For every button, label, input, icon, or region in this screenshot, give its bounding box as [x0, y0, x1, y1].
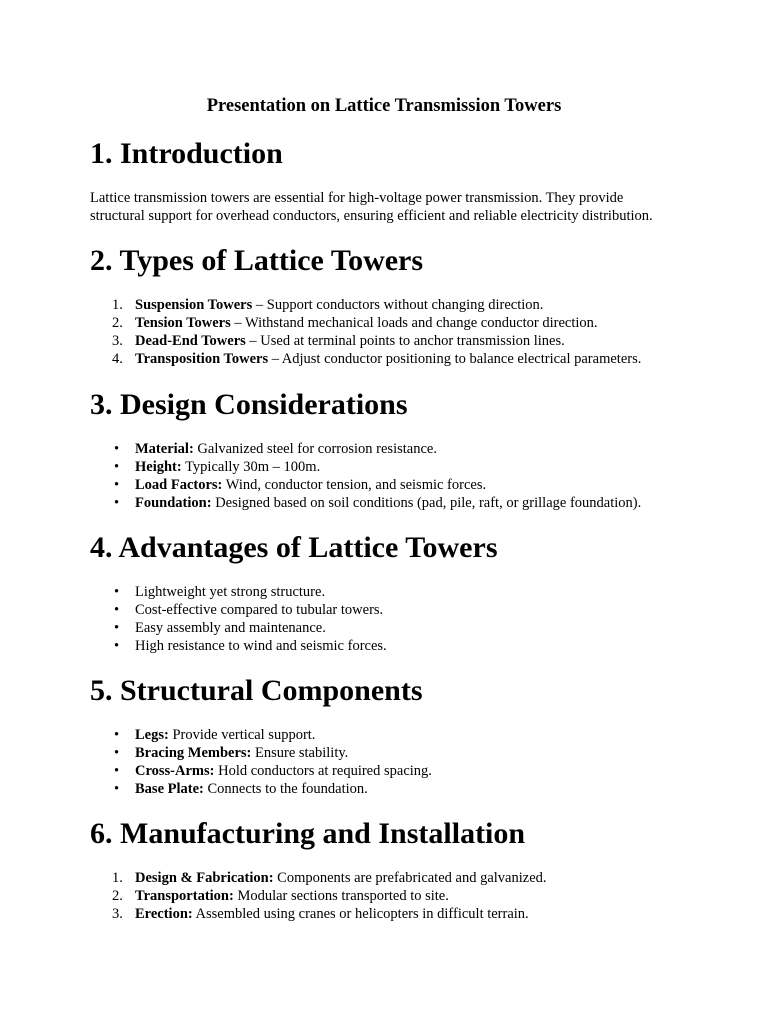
section-heading-advantages: 4. Advantages of Lattice Towers	[90, 531, 498, 564]
bullet-marker: •	[114, 781, 120, 797]
list-marker: 1.	[112, 297, 123, 313]
list-item	[90, 905, 730, 923]
document-title: Presentation on Lattice Transmission Towers	[206, 96, 562, 116]
list-marker: 4.	[112, 351, 123, 367]
list-item-text: Components are prefabricated and galvanized.	[273, 870, 547, 886]
list-item-text: Typically 30m – 100m.	[181, 459, 321, 475]
introduction-paragraph-line: Lattice transmission towers are essential for high-voltage power transmission. They provide	[90, 190, 624, 206]
bullet-marker: •	[114, 441, 120, 457]
list-item	[90, 440, 730, 458]
list-item-text: Hold conductors at required spacing.	[214, 763, 432, 779]
list-item	[90, 869, 730, 887]
list-item-term: Cross-Arms:	[135, 763, 215, 779]
list-item-text: Galvanized steel for corrosion resistance.	[193, 441, 437, 457]
list-item-term: Base Plate:	[135, 781, 204, 797]
list-marker: 3.	[112, 906, 123, 922]
list-item	[90, 476, 730, 494]
bullet-marker: •	[114, 584, 120, 600]
list-item	[90, 314, 730, 332]
list-item	[90, 637, 730, 655]
types-list	[90, 296, 730, 368]
list-item	[90, 744, 730, 762]
list-item-term: Transposition Towers	[135, 351, 269, 367]
section-heading-manufacturing: 6. Manufacturing and Installation	[90, 817, 526, 850]
list-item-term: Erection:	[135, 906, 193, 922]
list-item	[90, 458, 730, 476]
list-item-term: Bracing Members:	[135, 745, 252, 761]
bullet-marker: •	[114, 495, 120, 511]
list-item	[90, 332, 730, 350]
section-heading-design: 3. Design Considerations	[90, 388, 408, 421]
section-heading-types: 2. Types of Lattice Towers	[90, 244, 424, 277]
list-item-text: Modular sections transported to site.	[233, 888, 449, 904]
list-item	[90, 494, 730, 512]
list-item-term: Transportation:	[135, 888, 234, 904]
bullet-marker: •	[114, 745, 120, 761]
bullet-marker: •	[114, 459, 120, 475]
list-item-text: – Used at terminal points to anchor transmission lines.	[245, 333, 565, 349]
list-item-term: Dead-End Towers	[135, 333, 246, 349]
list-item-text: – Withstand mechanical loads and change conductor direction.	[230, 315, 598, 331]
bullet-marker: •	[114, 727, 120, 743]
list-item-text: – Adjust conductor positioning to balance electrical parameters.	[268, 351, 642, 367]
list-item-term: Tension Towers	[135, 315, 231, 331]
list-marker: 2.	[112, 888, 123, 904]
list-item	[90, 780, 730, 798]
list-item	[90, 726, 730, 744]
list-item	[90, 296, 730, 314]
list-item-text: Wind, conductor tension, and seismic forces.	[222, 477, 487, 493]
introduction-paragraph-line: structural support for overhead conductors, ensuring efficient and reliable electricity distribution.	[90, 208, 653, 224]
list-item-text: Designed based on soil conditions (pad, pile, raft, or grillage foundation).	[211, 495, 642, 511]
section-heading-components: 5. Structural Components	[90, 674, 423, 707]
list-item-term: Load Factors:	[135, 477, 223, 493]
list-item-term: Height:	[135, 459, 182, 475]
list-item-text: Connects to the foundation.	[203, 781, 368, 797]
bullet-marker: •	[114, 477, 120, 493]
list-item-term: Design & Fabrication:	[135, 870, 274, 886]
list-item-text: Provide vertical support.	[168, 727, 316, 743]
list-item-text: Assembled using cranes or helicopters in difficult terrain.	[192, 906, 529, 922]
introduction-paragraph	[90, 189, 690, 225]
list-item	[90, 619, 730, 637]
list-item	[90, 583, 730, 601]
list-marker: 2.	[112, 315, 123, 331]
manufacturing-list	[90, 869, 730, 923]
section-heading-introduction: 1. Introduction	[90, 137, 283, 170]
list-item-text: Lightweight yet strong structure.	[135, 584, 326, 600]
list-item-text: – Support conductors without changing direction.	[252, 297, 544, 313]
list-item	[90, 762, 730, 780]
list-item-text: Easy assembly and maintenance.	[135, 620, 326, 636]
bullet-marker: •	[114, 602, 120, 618]
list-item-term: Suspension Towers	[135, 297, 253, 313]
list-item-term: Legs:	[135, 727, 169, 743]
list-item	[90, 601, 730, 619]
components-list	[90, 726, 730, 798]
bullet-marker: •	[114, 638, 120, 654]
list-item-term: Foundation:	[135, 495, 212, 511]
bullet-marker: •	[114, 620, 120, 636]
bullet-marker: •	[114, 763, 120, 779]
advantages-list	[90, 583, 730, 655]
design-list	[90, 440, 730, 512]
list-item-term: Material:	[135, 441, 194, 457]
list-item-text: High resistance to wind and seismic forces.	[135, 638, 387, 654]
list-marker: 3.	[112, 333, 123, 349]
list-item	[90, 350, 730, 368]
list-item	[90, 887, 730, 905]
list-item-text: Ensure stability.	[251, 745, 349, 761]
list-marker: 1.	[112, 870, 123, 886]
list-item-text: Cost-effective compared to tubular towers.	[135, 602, 384, 618]
